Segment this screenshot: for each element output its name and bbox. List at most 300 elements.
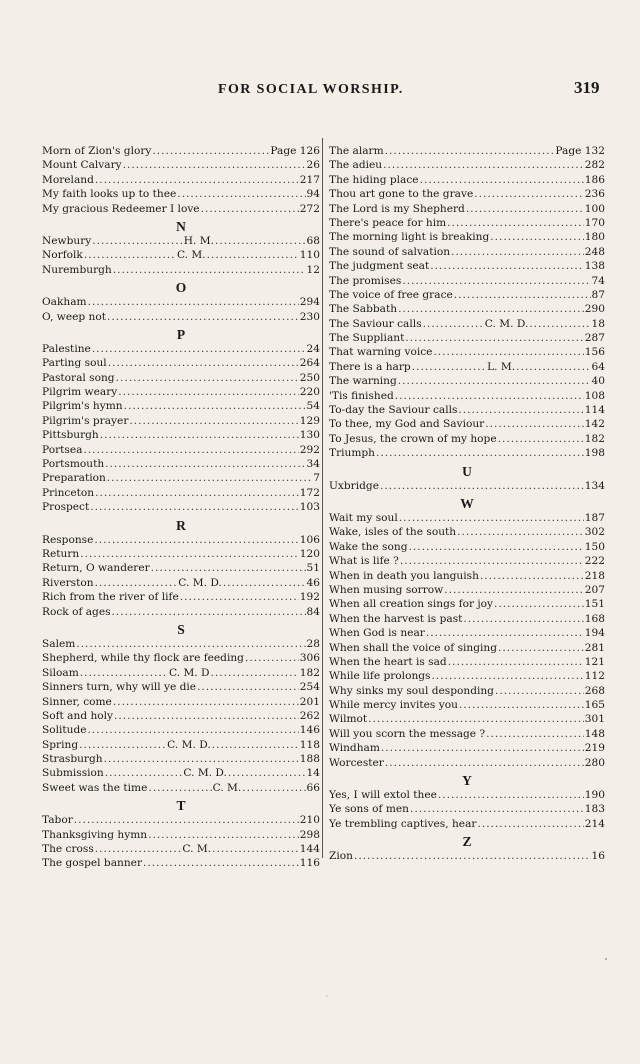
index-entry [42,651,320,665]
entry-page: 66 [306,781,320,794]
entry-page: 151 [584,598,605,611]
entry-page: 142 [584,418,605,431]
entry-page: 301 [584,713,605,726]
entry-page: 294 [299,296,320,309]
index-column-right [329,144,605,864]
running-header [0,78,640,102]
leader-dots [485,417,584,431]
leader-dots [123,158,306,172]
index-entry [329,432,605,446]
entry-page: 103 [299,501,320,514]
entry-meter: C. M. [176,249,206,262]
index-entry [329,741,605,755]
leader-dots [426,626,584,640]
entry-title: The gospel banner [42,857,143,870]
entry-page: 74 [591,274,605,287]
entry-title: What is life ? [329,555,399,568]
entry-page: 217 [299,173,320,186]
entry-page: 144 [299,843,320,856]
leader-dots [215,234,306,248]
entry-title: Nuremburgh [42,263,112,276]
entry-meter: C. M. D. [484,317,529,330]
entry-title: The promises [329,274,402,287]
entry-title: Pilgrim's prayer [42,414,129,427]
entry-page: 290 [584,303,605,316]
entry-title: Riverston [42,576,94,589]
leader-dots [88,295,299,309]
leader-dots [368,712,584,726]
leader-dots [129,414,298,428]
entry-title: Thanksgiving hymn [42,828,148,841]
leader-dots [88,723,299,737]
index-entry [42,561,320,575]
entry-page: 7 [313,472,320,485]
leader-dots [398,302,584,316]
leader-dots [113,695,299,709]
entry-meter: L. M. [487,360,516,373]
entry-title: The judgment seat [329,260,430,273]
leader-dots [211,666,299,680]
entry-title: Newbury [42,234,92,247]
entry-meter: C. M. D. [183,767,227,780]
index-entry [42,590,320,604]
leader-dots [74,813,299,827]
leader-dots [457,525,584,539]
entry-title: When God is near [329,627,425,640]
index-entry [329,712,605,726]
entry-title: Norfolk [42,249,83,262]
entry-page: 14 [306,767,320,780]
index-entry [42,856,320,870]
entry-page: 187 [584,511,605,524]
entry-title: Rock of ages [42,605,111,618]
entry-page: 254 [299,681,320,694]
entry-page: 130 [299,429,320,442]
entry-title: Windham [329,742,380,755]
index-entry [42,173,320,187]
leader-dots [474,187,584,201]
entry-title: Submission [42,767,104,780]
page-number: 319 [574,78,600,97]
index-entry [329,259,605,273]
index-entry [329,817,605,831]
index-entry [42,158,320,172]
entry-title: Siloam [42,666,79,679]
entry-title: Pastoral song [42,371,115,384]
entry-title: Sinners turn, why will ye die [42,681,197,694]
entry-page: 248 [584,245,605,258]
entry-title: Will you scorn the message ? [329,727,486,740]
entry-page: 110 [299,249,320,262]
section-letter: P [176,326,186,342]
leader-dots [245,651,299,665]
entry-page: 219 [584,742,605,755]
entry-page: 94 [306,188,320,201]
entry-page: 186 [584,173,605,186]
entry-page: 287 [584,332,605,345]
index-entry [329,389,605,403]
entry-title: When musing sorrow [329,583,444,596]
entry-title: Mount Calvary [42,159,122,172]
entry-page: 190 [584,789,605,802]
entry-title: Pittsburgh [42,429,99,442]
leader-dots [177,187,305,201]
leader-dots [197,680,299,694]
entry-title: The voice of free grace [329,288,453,301]
entry-title: Oakham [42,296,87,309]
index-entry [42,248,320,262]
leader-dots [90,500,299,514]
index-entry [42,828,320,842]
entry-title: Sinner, come [42,695,112,708]
index-entry [42,202,320,216]
index-entry [329,374,605,388]
paper-speck [326,995,328,997]
entry-page: 16 [591,850,605,863]
entry-title: Sweet was the time [42,781,148,794]
index-entry [329,554,605,568]
index-entry [329,403,605,417]
entry-meter: C. M. [212,781,242,794]
index-entry [42,666,320,680]
index-entry [42,500,320,514]
leader-dots [420,173,584,187]
index-entry [329,288,605,302]
entry-page: 210 [299,814,320,827]
entry-page: 188 [299,753,320,766]
leader-dots [105,457,305,471]
index-entry [329,144,605,158]
entry-page: 118 [299,738,320,751]
leader-dots [454,288,591,302]
entry-page: 207 [584,583,605,596]
leader-dots [228,766,306,780]
index-entry [329,216,605,230]
entry-page: 230 [299,310,320,323]
index-column-left [42,144,320,871]
entry-page: Page 132 [555,145,605,157]
entry-title: That warning voice [329,346,433,359]
leader-dots [201,202,299,216]
leader-dots [151,561,306,575]
leader-dots [83,443,298,457]
entry-title: The warning [329,375,397,388]
leader-dots [400,554,584,568]
index-entry [42,187,320,201]
entry-page: 194 [584,627,605,640]
index-entry [42,680,320,694]
entry-page: 24 [306,342,320,355]
index-entry [329,479,605,493]
section-letter: O [175,280,187,296]
leader-dots [381,741,584,755]
index-entry [42,144,320,158]
leader-dots [383,158,584,172]
entry-page: 182 [299,666,320,679]
leader-dots [405,331,583,345]
entry-title: Princeton [42,486,95,499]
leader-dots [385,144,555,158]
leader-dots [385,756,584,770]
entry-title: Ye trembling captives, hear [329,817,477,830]
index-entry [42,443,320,457]
leader-dots [408,540,583,554]
entry-page: 129 [299,414,320,427]
index-entry [42,695,320,709]
leader-dots [143,856,299,870]
leader-dots [107,471,312,485]
leader-dots [80,666,168,680]
entry-title: To Jesus, the crown of my hope [329,432,497,445]
index-entry [42,781,320,795]
leader-dots [223,576,306,590]
entry-title: There's peace for him [329,216,447,229]
leader-dots [114,709,299,723]
entry-page: 220 [299,386,320,399]
leader-dots [94,533,298,547]
entry-page: 180 [584,231,605,244]
entry-title: Wake the song [329,540,408,553]
entry-meter: C. M. D [169,666,210,679]
entry-title: When shall the voice of singing [329,641,498,654]
entry-meter: C. M. D. [167,738,211,751]
index-entry [42,414,320,428]
entry-title: Shepherd, while thy flock are feeding [42,652,244,665]
entry-page: 168 [584,612,605,625]
index-entry [329,626,605,640]
entry-title: To-day the Saviour calls [329,404,458,417]
leader-dots [432,669,584,683]
index-entry [42,813,320,827]
leader-dots [116,371,299,385]
entry-page: Page 126 [270,145,320,157]
leader-dots [498,432,584,446]
entry-title: Portsmouth [42,458,105,471]
index-entry [329,417,605,431]
leader-dots [430,259,584,273]
entry-title: Triumph [329,447,375,460]
entry-page: 46 [306,576,320,589]
leader-dots [84,248,176,262]
entry-title: The morning light is breaking [329,231,490,244]
entry-title: Pilgrim weary [42,386,118,399]
entry-page: 306 [299,652,320,665]
index-entry [329,597,605,611]
leader-dots [152,144,269,158]
entry-title: Salem [42,637,76,650]
entry-page: 12 [306,263,320,276]
entry-page: 121 [584,655,605,668]
entry-page: 282 [584,159,605,172]
leader-dots [95,173,299,187]
entry-title: 'Tis finished [329,389,394,402]
entry-page: 236 [584,188,605,201]
leader-dots [477,817,583,831]
section-letter: Y [462,773,472,789]
leader-dots [451,245,584,259]
entry-page: 281 [584,641,605,654]
entry-title: Moreland [42,173,94,186]
leader-dots [480,569,584,583]
leader-dots [398,374,591,388]
index-entry [42,310,320,324]
entry-page: 138 [584,260,605,273]
index-entry [42,842,320,856]
index-entry [42,605,320,619]
entry-meter: H. M. [183,234,214,247]
entry-title: Palestine [42,342,91,355]
entry-page: 165 [584,699,605,712]
index-entry [42,486,320,500]
leader-dots [79,738,166,752]
entry-page: 87 [591,288,605,301]
entry-page: 68 [306,234,320,247]
section-letter: T [176,798,186,814]
entry-page: 64 [591,360,605,373]
leader-dots [95,486,299,500]
leader-dots [498,641,584,655]
entry-title: Solitude [42,724,87,737]
leader-dots [412,360,486,374]
index-entry [329,360,605,374]
entry-page: 262 [299,709,320,722]
entry-title: While mercy invites you [329,699,458,712]
entry-page: 112 [584,670,605,683]
leader-dots [108,356,299,370]
entry-title: The Lord is my Shepherd [329,202,465,215]
index-entry [42,738,320,752]
index-entry [42,263,320,277]
index-entry [329,727,605,741]
leader-dots [95,576,178,590]
index-entry [42,709,320,723]
entry-page: 146 [299,724,320,737]
leader-dots [242,781,305,795]
entry-page: 272 [299,202,320,215]
leader-dots [105,766,183,780]
index-entry [42,457,320,471]
entry-page: 40 [591,375,605,388]
entry-title: The Sabbath [329,303,398,316]
leader-dots [438,788,584,802]
entry-page: 268 [584,684,605,697]
index-entry [329,345,605,359]
index-entry [42,295,320,309]
leader-dots [423,317,484,331]
entry-page: 116 [299,857,320,870]
leader-dots [380,479,584,493]
entry-page: 26 [306,159,320,172]
leader-dots [459,698,584,712]
leader-dots [104,752,299,766]
leader-dots [118,385,299,399]
leader-dots [402,274,590,288]
index-entry [329,230,605,244]
index-entry [329,612,605,626]
section-letter: N [176,218,186,234]
leader-dots [486,727,584,741]
entry-meter: C. M. [182,843,212,856]
leader-dots [76,637,305,651]
entry-title: Rich from the river of life [42,591,179,604]
entry-page: 156 [584,346,605,359]
entry-title: Soft and holy [42,709,114,722]
entry-page: 201 [299,695,320,708]
leader-dots [466,202,584,216]
entry-meter: C. M. D. [178,576,222,589]
leader-dots [447,216,584,230]
entry-page: 198 [584,447,605,460]
index-entry [329,669,605,683]
entry-page: 218 [584,569,605,582]
leader-dots [95,842,182,856]
entry-title: Return [42,547,80,560]
entry-title: Wake, isles of the south [329,526,457,539]
entry-page: 172 [299,486,320,499]
index-entry [329,187,605,201]
section-letter: R [176,517,186,533]
entry-title: Spring [42,738,79,751]
leader-dots [376,446,584,460]
entry-title: The alarm [329,145,384,157]
entry-title: Ye sons of men [329,803,409,816]
index-entry [42,234,320,248]
page-title: FOR SOCIAL WORSHIP. [218,82,404,97]
leader-dots [433,345,583,359]
index-entry [329,446,605,460]
entry-title: The hiding place [329,173,419,186]
entry-page: 148 [584,727,605,740]
index-entry [329,684,605,698]
entry-title: Portsea [42,443,83,456]
entry-page: 264 [299,357,320,370]
leader-dots [148,828,299,842]
leader-dots [490,230,584,244]
leader-dots [180,590,299,604]
leader-dots [124,399,306,413]
entry-title: Uxbridge [329,479,379,492]
index-entry [329,317,605,331]
entry-page: 114 [584,404,605,417]
entry-title: There is a harp [329,360,411,373]
index-entry [42,342,320,356]
entry-title: When the heart is sad [329,655,447,668]
leader-dots [212,842,299,856]
leader-dots [410,802,584,816]
entry-page: 54 [306,400,320,413]
leader-dots [444,583,584,597]
entry-page: 222 [584,555,605,568]
index-entry [329,202,605,216]
entry-title: When in death you languish [329,569,479,582]
leader-dots [212,738,299,752]
leader-dots [516,360,590,374]
entry-page: 170 [584,216,605,229]
index-entry [329,641,605,655]
leader-dots [399,511,584,525]
paper-speck [605,958,607,960]
entry-page: 106 [299,533,320,546]
entry-page: 214 [584,817,605,830]
index-entry [329,583,605,597]
entry-title: The Suppliant [329,332,405,345]
column-divider [322,138,323,858]
leader-dots [113,263,306,277]
entry-title: The sound of salvation [329,245,451,258]
entry-title: Zion [329,850,353,863]
entry-title: O, weep not [42,310,107,323]
entry-title: Response [42,533,94,546]
